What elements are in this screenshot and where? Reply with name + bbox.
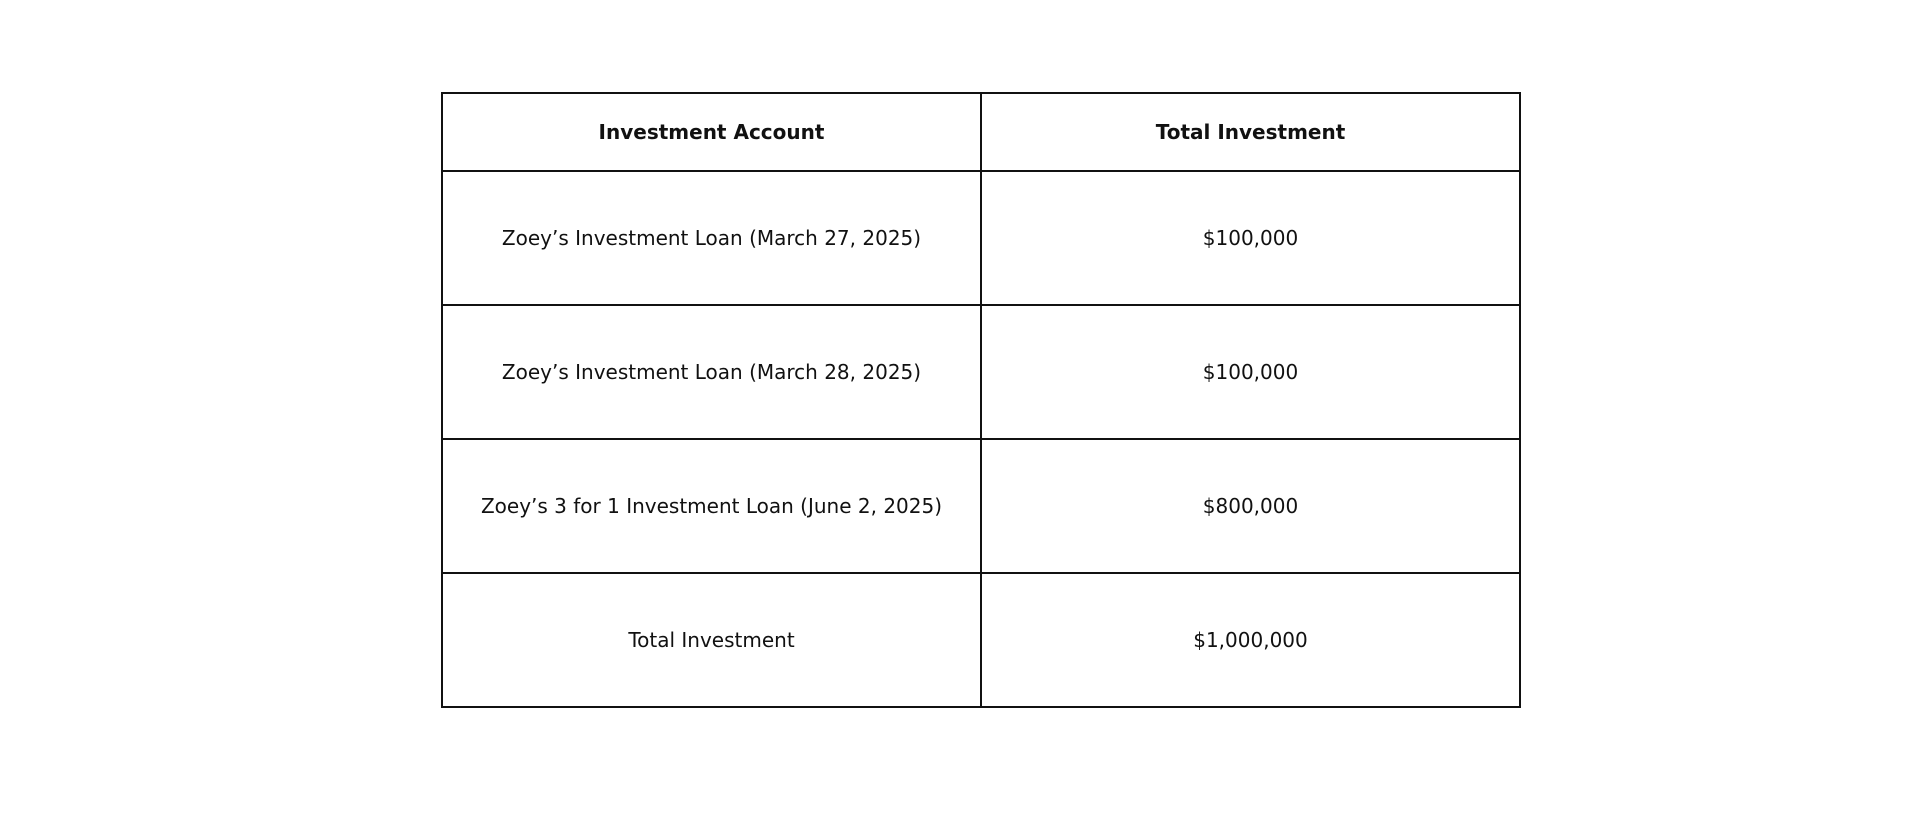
table-header-row	[442, 93, 1520, 171]
amount-cell: $100,000	[981, 171, 1520, 305]
account-cell: Zoey’s Investment Loan (March 28, 2025)	[442, 305, 981, 439]
header-investment-account: Investment Account	[442, 93, 981, 171]
total-row	[442, 573, 1520, 707]
table-row	[442, 439, 1520, 573]
amount-cell: $800,000	[981, 439, 1520, 573]
total-amount-cell: $1,000,000	[981, 573, 1520, 707]
total-label-cell: Total Investment	[442, 573, 981, 707]
table-row	[442, 305, 1520, 439]
account-cell: Zoey’s 3 for 1 Investment Loan (June 2, 2025)	[442, 439, 981, 573]
investment-table	[441, 92, 1521, 708]
table-row	[442, 171, 1520, 305]
amount-cell: $100,000	[981, 305, 1520, 439]
account-cell: Zoey’s Investment Loan (March 27, 2025)	[442, 171, 981, 305]
header-total-investment: Total Investment	[981, 93, 1520, 171]
